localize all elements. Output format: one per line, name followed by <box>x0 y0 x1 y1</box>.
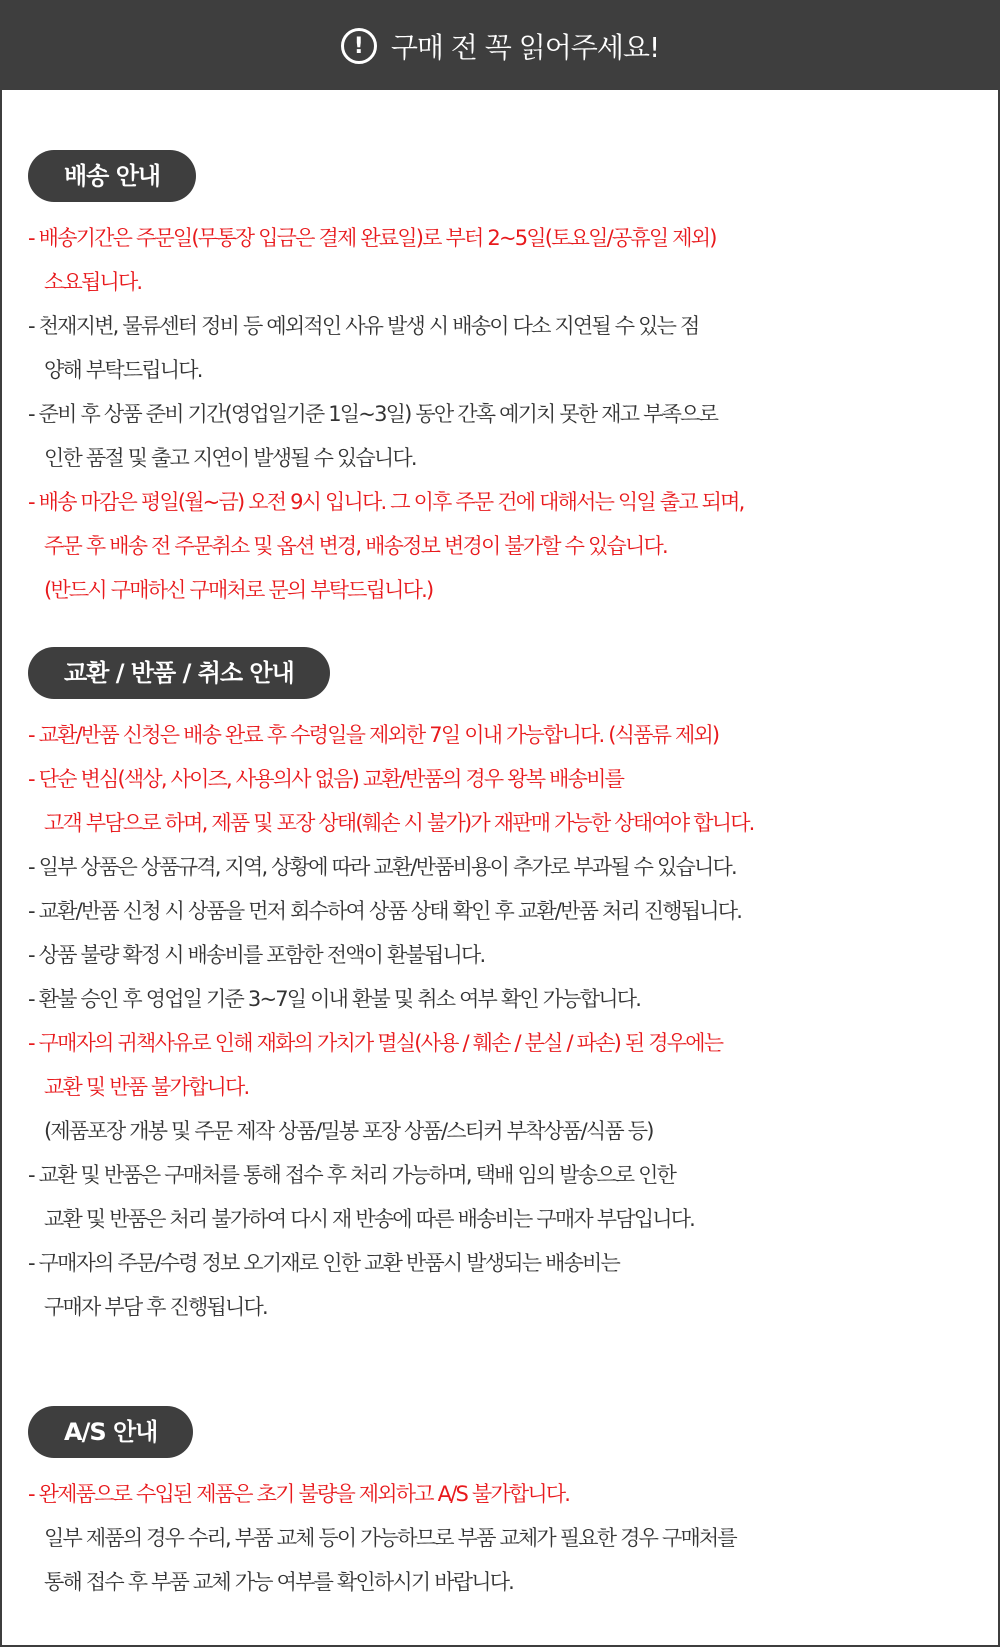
list-item-line: - 교환/반품 신청은 배송 완료 후 수령일을 제외한 7일 이내 가능합니다. (식품류 제외) <box>28 723 719 747</box>
list-item <box>28 757 978 845</box>
list-item-line: - 단순 변심(색상, 사이즈, 사용의사 없음) 교환/반품의 경우 왕복 배송비를 <box>28 767 624 791</box>
exclamation-circle-icon: ! <box>341 28 377 64</box>
list-item <box>28 977 978 1021</box>
as-section <box>28 1406 978 1604</box>
shipping-section-title: 배송 안내 <box>28 150 196 202</box>
as-list <box>28 1472 978 1604</box>
list-item-line: 교환 및 반품은 처리 불가하여 다시 재 반송에 따른 배송비는 구매자 부담입니다. <box>44 1207 695 1231</box>
list-item-line: - 구매자의 주문/수령 정보 오기재로 인한 교환 반품시 발생되는 배송비는 <box>28 1251 620 1275</box>
list-item-line: - 상품 불량 확정 시 배송비를 포함한 전액이 환불됩니다. <box>28 943 485 967</box>
list-item <box>28 933 978 977</box>
notice-banner <box>2 2 998 90</box>
list-item <box>28 304 978 392</box>
shipping-list <box>28 216 978 612</box>
list-item-line: - 배송 마감은 평일(월~금) 오전 9시 입니다. 그 이후 주문 건에 대해서는 익일 출고 되며, <box>28 490 744 514</box>
list-item <box>28 216 978 304</box>
list-item-line: (제품포장 개봉 및 주문 제작 상품/밀봉 포장 상품/스티커 부착상품/식품 등) <box>44 1119 653 1143</box>
list-item-line: - 준비 후 상품 준비 기간(영업일기준 1일~3일) 동안 간혹 예기치 못한 재고 부족으로 <box>28 402 718 426</box>
list-item <box>28 845 978 889</box>
exchange-return-list <box>28 713 978 1329</box>
list-item <box>28 1241 978 1329</box>
list-item-line: - 구매자의 귀책사유로 인해 재화의 가치가 멸실(사용 / 훼손 / 분실 / 파손) 된 경우에는 <box>28 1031 723 1055</box>
list-item <box>28 1472 978 1516</box>
list-item-line: 양해 부탁드립니다. <box>44 358 202 382</box>
list-item-line: 통해 접수 후 부품 교체 가능 여부를 확인하시기 바랍니다. <box>44 1570 514 1594</box>
list-item-line: 주문 후 배송 전 주문취소 및 옵션 변경, 배송정보 변경이 불가할 수 있습니다. <box>44 534 667 558</box>
list-item-line: 일부 제품의 경우 수리, 부품 교체 등이 가능하므로 부품 교체가 필요한 경우 구매처를 <box>44 1526 736 1550</box>
list-item-line: - 일부 상품은 상품규격, 지역, 상황에 따라 교환/반품비용이 추가로 부과될 수 있습니다. <box>28 855 736 879</box>
list-item <box>28 713 978 757</box>
list-item-line: 인한 품절 및 출고 지연이 발생될 수 있습니다. <box>44 446 416 470</box>
list-item <box>28 392 978 480</box>
list-item-line: - 교환/반품 신청 시 상품을 먼저 회수하여 상품 상태 확인 후 교환/반품 처리 진행됩니다. <box>28 899 742 923</box>
list-item-line: - 환불 승인 후 영업일 기준 3~7일 이내 환불 및 취소 여부 확인 가능합니다. <box>28 987 641 1011</box>
list-item <box>28 889 978 933</box>
list-item-line: 고객 부담으로 하며, 제품 및 포장 상태(훼손 시 불가)가 재판매 가능한 상태여야 합니다. <box>44 811 754 835</box>
list-item <box>28 1153 978 1241</box>
list-item <box>28 480 978 612</box>
exchange-return-section <box>28 647 978 1329</box>
list-item <box>28 1516 978 1604</box>
list-item-line: 교환 및 반품 불가합니다. <box>44 1075 249 1099</box>
list-item-line: - 천재지변, 물류센터 정비 등 예외적인 사유 발생 시 배송이 다소 지연될 수 있는 점 <box>28 314 699 338</box>
list-item-line: 구매자 부담 후 진행됩니다. <box>44 1295 267 1319</box>
list-item-line: - 배송기간은 주문일(무통장 입금은 결제 완료일)로 부터 2~5일(토요일/공휴일 제외) <box>28 226 716 250</box>
exchange-return-section-title: 교환 / 반품 / 취소 안내 <box>28 647 330 699</box>
list-item <box>28 1021 978 1109</box>
list-item-line: - 교환 및 반품은 구매처를 통해 접수 후 처리 가능하며, 택배 임의 발송으로 인한 <box>28 1163 676 1187</box>
page-title: 구매 전 꼭 읽어주세요! <box>390 31 660 64</box>
list-item-line: - 완제품으로 수입된 제품은 초기 불량을 제외하고 A/S 불가합니다. <box>28 1482 570 1506</box>
list-item-line: (반드시 구매하신 구매처로 문의 부탁드립니다.) <box>44 578 433 602</box>
list-item <box>28 1109 978 1153</box>
shipping-section <box>28 150 978 612</box>
list-item-line: 소요됩니다. <box>44 270 142 294</box>
as-section-title: A/S 안내 <box>28 1406 193 1458</box>
